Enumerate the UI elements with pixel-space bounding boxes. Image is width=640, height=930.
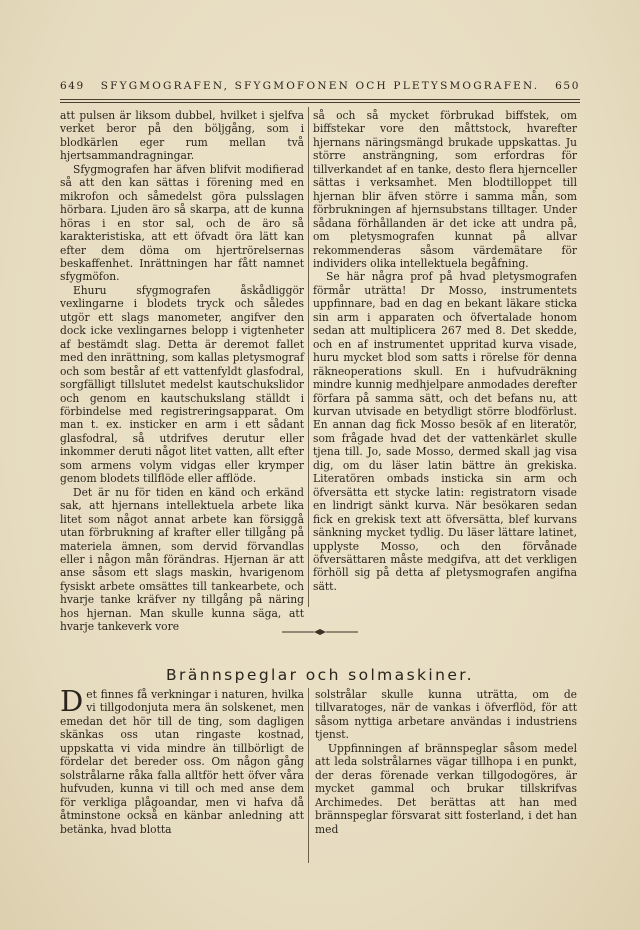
page-number-right: 650 (555, 80, 580, 92)
section-ornament (280, 627, 360, 637)
article1-column-right (313, 109, 577, 593)
paragraph: Se här några prof på hvad pletysmografen förmår uträtta! Dr Mosso, instrumentets uppfinnare, bad en dag en bekant läkare sticka sin arm i apparaten och öfvertalade honom sedan att multiplicera 267 med 8. Det skedde, och en af instrumentet uppritad kurva visade, huru mycket blod som satts i rörelse för denna räkneoperations skull. En i hufvudräkning mindre kunnig medhjelpare anmodades derefter förfara på samma sätt, och det befans nu, att kurvan utvisade en betydligt större blodförlust. En annan dag fick Mosso besök af en literatör, som frågade hvad det der vattenkärlet skulle tjena till. Jo, sade Mosso, dermed skall jag visa dig, om du läser latin bättre än grekiska. Literatören ombads insticka sin arm och öfversätta ett stycke latin: registratorn visade en lindrigt sänkt kurva. När besökaren sedan fick en grekisk text att öfversätta, blef kurvans sänkning mycket tydlig. Du läser lättare latinet, upplyste Mosso, och den förvånade öfversättaren måste medgifva, att det verkligen förhöll sig på detta af pletysmografen angifna sätt. (313, 270, 577, 593)
article1-column-left (60, 109, 304, 634)
paragraph: solstrålar skulle kunna uträtta, om de tillvaratoges, när de vankas i öfverflöd, för att såsom nyttiga arbetare användas i industriens tjenst. (315, 688, 577, 742)
paragraph: Ehuru sfygmografen åskådliggör vexlingarne i blodets tryck och således utgör ett slags manometer, angifver den dock icke vexlingarnes belopp i vigtenheter af bestämdt slag. Detta är deremot fallet med den inrättning, som kallas pletysmograf och som består af ett vattenfyldt glasfodral, sorgfälligt tillslutet medelst kautschukslidor och genom en kautschukslang ställdt i förbindelse med registreringsapparat. Om man t. ex. insticker en arm i ett sådant glasfodral, så utdrifves derutur eller inkommer deruti något litet vatten, allt efter som armens volym vidgas eller krymper genom blodets tillflöde eller afflöde. (60, 283, 304, 486)
running-header (60, 80, 580, 96)
paragraph: Sfygmografen har äfven blifvit modifierad så att den kan sättas i förening med en mikrofon och såmedelst göra pulsslagen hörbara. Ljuden äro så skarpa, att de kunna höras i en stor sal, och de äro så karakteristiska, att ett öfvadt öra lätt kan efter dem döma om hjertrörelsernas beskaffenhet. Inrättningen har fått namnet sfygmöfon. (60, 162, 304, 284)
paragraph: så och så mycket förbrukad biffstek, om biffstekar vore den måttstock, hvarefter hjernans näringsmängd brukade uppskattas. Ju större ansträngning, som erfordras för tillverkandet af en tanke, desto flera hjernceller sättas i verksamhet. Men blodtilloppet till hjernan blir äfven större i samma mån, som förbrukningen af hjernsubstans tilltager. Under sådana förhållanden är det icke att undra på, om pletysmografen kunnat på allvar rekommenderas såsom värdemätare för individers olika intellektuela begåfning. (313, 109, 577, 270)
article2-column-left (60, 684, 304, 836)
paragraph: Uppfinningen af brännspeglar såsom medel att leda solstrålarnes vägar tillhopa i en punkt, der deras förenade verkan tillgodogöres, är mycket gammal och brukar tillskrifvas Archimedes. Det berättas att han med brännspeglar försvarat sitt fosterland, i det han med (315, 741, 577, 836)
running-title: SFYGMOGRAFEN, SFYGMOFONEN OCH PLETYSMOGRAFEN. (100, 80, 540, 92)
article2-title: Brännspeglar och solmaskiner. (166, 666, 474, 684)
page-number-left: 649 (60, 80, 85, 92)
header-rule-thin (60, 102, 580, 103)
column-divider (308, 107, 309, 607)
column-divider (308, 688, 309, 863)
article2-column-right (315, 688, 577, 836)
paragraph: att pulsen är liksom dubbel, hvilket i sjelfva verket beror på den böljgång, som i blodkärlen eger rum mellan två hjertsammandragningar. (60, 109, 304, 163)
paragraph: Det är nu för tiden en känd och erkänd sak, att hjernans intellektuela arbete lika litet som något annat arbete kan försiggå utan förbrukning af krafter eller tillgång på materiela ämnen, som dervid förvandlas eller i någon mån förändras. Hjernan är att anse såsom ett slags maskin, hvarigenom fysiskt arbete omsättes till tankearbete, och hvarje tanke kräfver ny tillgång på näring hos hjernan. Man skulle kunna säga, att hvarje tankeverk vore (60, 485, 304, 634)
header-rule (60, 99, 580, 100)
drop-cap: D (60, 684, 84, 718)
paragraph-text: et finnes få verkningar i naturen, hvilka vi tillgodonjuta mera än solskenet, men emedan det hör till de ting, som dagligen skänkas oss utan ringaste kostnad, uppskatta vi vida mindre än tillbörligt de fördelar det bereder oss. Om någon gång solstrålarne råka falla alltför hett öfver våra hufvuden, kunna vi till och med anse dem för verkliga plågoandar, men vi hafva då åtminstone också en känbar anledning att betänka, hvad blotta (60, 688, 304, 836)
paragraph (60, 684, 304, 836)
